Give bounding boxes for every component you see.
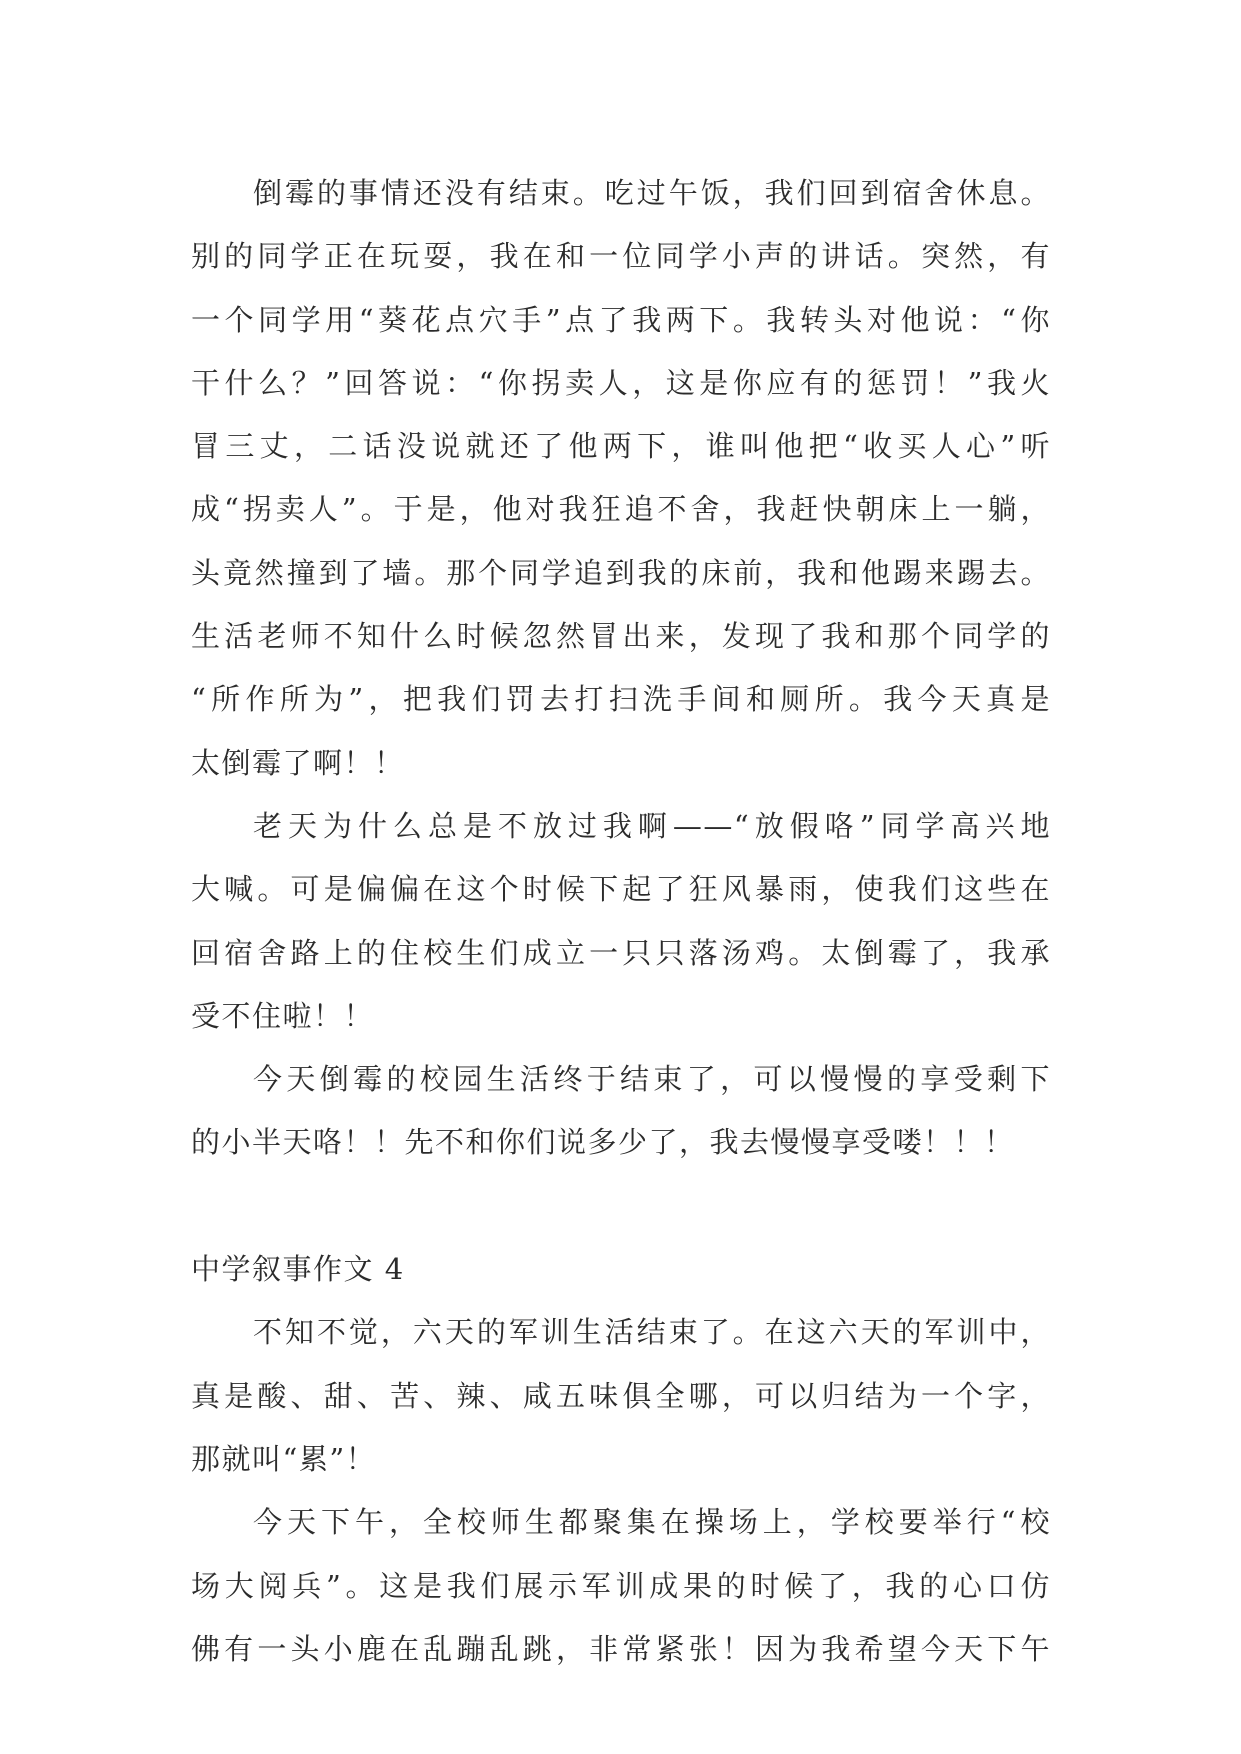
text-line: 倒霉的事情还没有结束。吃过午饭，我们回到宿舍休息。 (253, 176, 1051, 210)
paragraph (191, 1301, 1051, 1491)
paragraph (191, 1491, 1051, 1681)
blank-line (191, 1175, 1051, 1238)
text-line: 干什么？”回答说：“你拐卖人，这是你应有的惩罚！”我火 (191, 365, 1051, 400)
section-title: 中学叙事作文 4 (191, 1252, 405, 1287)
document-body (191, 162, 1051, 1681)
text-line: 今天倒霉的校园生活终于结束了，可以慢慢的享受剩下 (253, 1062, 1051, 1097)
text-line: 场大阅兵”。这是我们展示军训成果的时候了，我的心口仿 (191, 1568, 1051, 1603)
text-line: 成“拐卖人”。于是，他对我狂追不舍，我赶快朝床上一躺， (191, 492, 1051, 527)
text-line: 不知不觉，六天的军训生活结束了。在这六天的军训中， (253, 1315, 1051, 1350)
text-line: 生活老师不知什么时候忽然冒出来，发现了我和那个同学的 (191, 619, 1051, 654)
text-line: 那就叫“累”！ (191, 1441, 377, 1476)
text-line: 佛有一头小鹿在乱蹦乱跳，非常紧张！因为我希望今天下午 (191, 1631, 1051, 1666)
text-line: 冒三丈，二话没说就还了他两下，谁叫他把“收买人心”听 (191, 429, 1051, 464)
paragraph (191, 162, 1051, 795)
text-line: 的小半天咯！！先不和你们说多少了，我去慢慢享受喽！！！ (191, 1125, 1015, 1160)
text-line: 受不住啦！！ (191, 998, 375, 1033)
paragraph (191, 795, 1051, 1048)
text-line: 真是酸、甜、苦、辣、咸五味俱全哪，可以归结为一个字， (191, 1378, 1051, 1413)
text-line: 老天为什么总是不放过我啊——“放假咯”同学高兴地 (253, 808, 1051, 843)
text-line: 大喊。可是偏偏在这个时候下起了狂风暴雨，使我们这些在 (191, 872, 1051, 907)
text-line: 回宿舍路上的住校生们成立一只只落汤鸡。太倒霉了，我承 (191, 935, 1051, 970)
text-line: 今天下午，全校师生都聚集在操场上，学校要举行“校 (253, 1505, 1051, 1540)
text-line: “所作所为”，把我们罚去打扫洗手间和厕所。我今天真是 (191, 682, 1051, 717)
text-line: 别的同学正在玩耍，我在和一位同学小声的讲话。突然，有 (191, 239, 1051, 274)
text-line: 头竟然撞到了墙。那个同学追到我的床前，我和他踢来踢去。 (191, 555, 1051, 590)
text-line: 太倒霉了啊！！ (191, 745, 405, 780)
paragraph (191, 1048, 1051, 1175)
text-line: 一个同学用“葵花点穴手”点了我两下。我转头对他说：“你 (191, 302, 1051, 337)
